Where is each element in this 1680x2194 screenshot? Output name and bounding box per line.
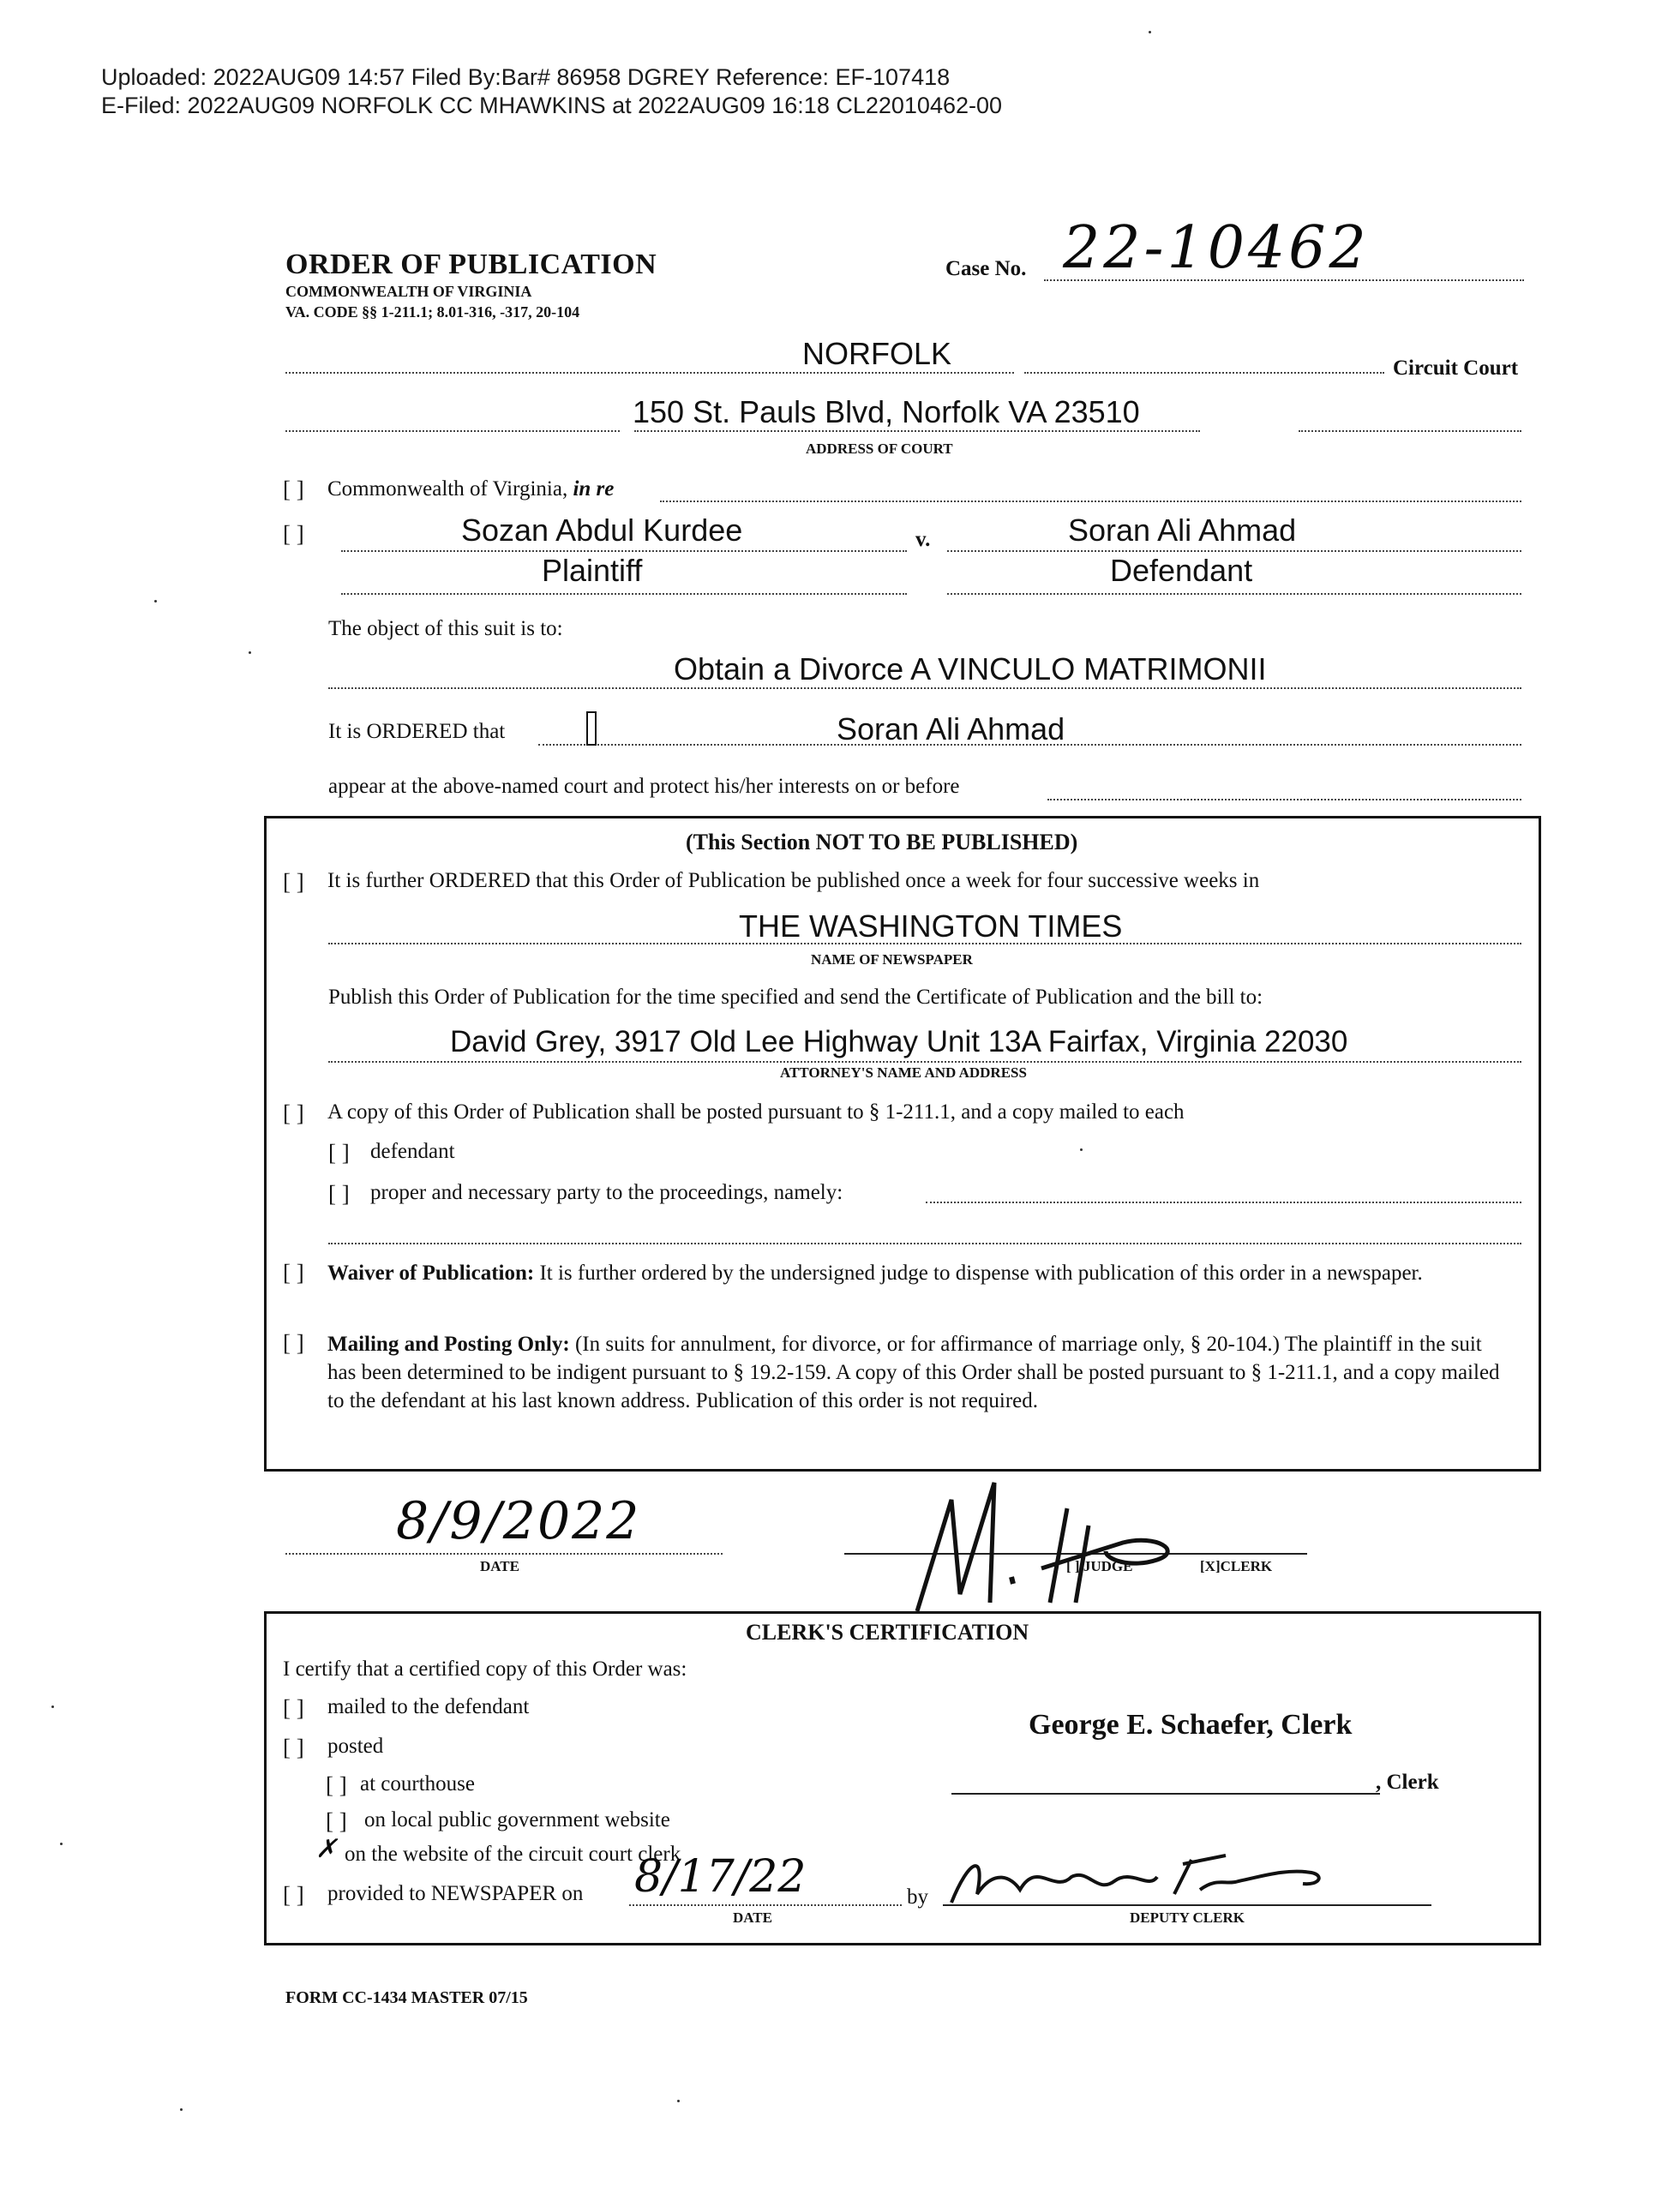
- court-line-right: [1024, 372, 1384, 374]
- commonwealth-heading: COMMONWEALTH OF VIRGINIA: [285, 283, 532, 300]
- appear-line: [1047, 799, 1521, 800]
- scan-speck: [180, 2108, 183, 2111]
- address-line-right: [1299, 430, 1521, 432]
- form-title: ORDER OF PUBLICATION: [285, 249, 657, 280]
- local-site-option: on local public government website: [364, 1808, 670, 1831]
- clerk-caption-box: [1200, 1558, 1272, 1575]
- court-address: 150 St. Pauls Blvd, Norfolk VA 23510: [633, 394, 1140, 429]
- signature-stroke-2: [1011, 1577, 1013, 1584]
- object-line: [328, 687, 1521, 689]
- address-line-left: [285, 430, 620, 432]
- in-re-text: in re: [573, 477, 615, 501]
- provided-checkbox[interactable]: [ ]: [283, 1882, 304, 1908]
- defendant-line: [947, 550, 1521, 552]
- deputy-caption: DEPUTY CLERK: [1130, 1909, 1245, 1926]
- commonwealth-checkbox[interactable]: [ ]: [283, 477, 304, 502]
- waiver-block: [327, 1260, 1510, 1287]
- deputy-signature: [943, 1843, 1337, 1911]
- party-option: proper and necessary party to the proceedings, namely:: [370, 1181, 843, 1204]
- newspaper-name: THE WASHINGTON TIMES: [739, 908, 1123, 944]
- date-caption: DATE: [480, 1558, 519, 1574]
- ordered-mark: [586, 711, 597, 746]
- attorney-info: David Grey, 3917 Old Lee Highway Unit 13A Fairfax, Virginia 22030: [450, 1025, 1348, 1058]
- case-number: 22-10462: [1063, 214, 1370, 282]
- defendant-caption: Defendant: [1110, 553, 1253, 588]
- provided-date-line: [629, 1904, 902, 1906]
- efile-stamp: [101, 63, 1002, 120]
- order-date: 8/9/2022: [396, 1491, 641, 1551]
- not-published-heading: (This Section NOT TO BE PUBLISHED): [686, 830, 1078, 854]
- object-value: Obtain a Divorce A VINCULO MATRIMONII: [674, 651, 1267, 686]
- courthouse-option: at courthouse: [360, 1772, 475, 1795]
- clerk-sign-line: [951, 1793, 1380, 1795]
- clerk-suffix: , Clerk: [1376, 1771, 1439, 1794]
- court-name: NORFOLK: [802, 336, 952, 371]
- scan-speck: [677, 2100, 680, 2102]
- circuit-court-label: Circuit Court: [1393, 357, 1519, 380]
- newspaper-caption: NAME OF NEWSPAPER: [811, 951, 973, 968]
- scan-speck: [249, 651, 251, 654]
- plaintiff-caption: Plaintiff: [542, 553, 643, 588]
- clerk-check-mark: [X]: [1200, 1558, 1221, 1574]
- mailing-block: [327, 1330, 1510, 1415]
- address-caption: ADDRESS OF COURT: [806, 441, 953, 457]
- scan-speck: [1080, 1148, 1083, 1151]
- plaintiff-caption-line: [341, 593, 907, 595]
- waiver-label: Waiver of Publication:: [327, 1262, 535, 1285]
- by-label: by: [907, 1885, 928, 1909]
- publish-checkbox[interactable]: [ ]: [283, 869, 304, 895]
- send-text: Publish this Order of Publication for the time specified and send the Certificate of Publication and the bill to:: [328, 986, 1263, 1009]
- mailing-label: Mailing and Posting Only:: [327, 1333, 570, 1356]
- mailed-checkbox[interactable]: [ ]: [283, 1695, 304, 1721]
- signature-stroke-1: [917, 1483, 994, 1611]
- certification-intro: I certify that a certified copy of this Order was:: [283, 1657, 687, 1681]
- ordered-label: It is ORDERED that: [328, 720, 506, 743]
- judge-caption: [ ] JUDGE: [1066, 1558, 1133, 1574]
- clerk-name: George E. Schaefer, Clerk: [1029, 1709, 1353, 1741]
- deputy-stroke-1: [951, 1866, 1157, 1903]
- party-line: [926, 1202, 1521, 1203]
- local-site-checkbox[interactable]: [ ]: [326, 1808, 347, 1834]
- scan-speck: [60, 1843, 63, 1845]
- clerk-caption: CLERK: [1220, 1558, 1273, 1574]
- date-line: [285, 1553, 723, 1555]
- versus: v.: [915, 528, 931, 551]
- object-label: The object of this suit is to:: [328, 617, 563, 640]
- ordered-value: Soran Ali Ahmad: [837, 711, 1065, 746]
- plaintiff-name: Sozan Abdul Kurdee: [461, 513, 743, 548]
- provided-option: provided to NEWSPAPER on: [327, 1882, 584, 1905]
- clerk-signature: [900, 1474, 1191, 1620]
- appear-text: appear at the above-named court and protect his/her interests on or before: [328, 775, 960, 798]
- commonwealth-text: Commonwealth of Virginia,: [327, 477, 568, 501]
- attorney-line: [328, 1061, 1521, 1063]
- courthouse-checkbox[interactable]: [ ]: [326, 1772, 347, 1798]
- in-re-line: [660, 501, 1521, 502]
- parties-checkbox[interactable]: [ ]: [283, 521, 304, 547]
- mailing-text: (In suits for annulment, for divorce, or for affirmance of marriage only, § 20-104.) The plaintiff in the suit has been determined to be indigent pursuant to § 19.2-159. A copy of this Order shall be posted pursuant to § 1-211.1, and a copy mailed to the defendant at his last known address. Publication of this order is not required.: [327, 1333, 1500, 1412]
- commonwealth-label: [327, 477, 614, 501]
- va-code: VA. CODE §§ 1-211.1; 8.01-316, -317, 20-104: [285, 303, 580, 321]
- waiver-checkbox[interactable]: [ ]: [283, 1260, 304, 1286]
- waiver-text: It is further ordered by the undersigned judge to dispense with publication of this order in a newspaper.: [539, 1262, 1423, 1285]
- form-number: FORM CC-1434 MASTER 07/15: [285, 1988, 528, 2007]
- posted-text: A copy of this Order of Publication shall be posted pursuant to § 1-211.1, and a copy mailed to each: [327, 1100, 1185, 1124]
- posted-checkbox[interactable]: [ ]: [283, 1100, 304, 1126]
- circuit-site-option: on the website of the circuit court clerk: [345, 1843, 681, 1866]
- upload-line: Uploaded: 2022AUG09 14:57 Filed By:Bar# 86958 DGREY Reference: EF-107418: [101, 64, 951, 90]
- circuit-site-checkmark: ✗: [315, 1834, 338, 1864]
- efiled-line: E-Filed: 2022AUG09 NORFOLK CC MHAWKINS at 2022AUG09 16:18 CL22010462-00: [101, 93, 1003, 118]
- court-line-left: [285, 372, 1014, 374]
- provided-date: 8/17/22: [634, 1851, 807, 1903]
- publish-text: It is further ORDERED that this Order of Publication be published once a week for four successive weeks in: [327, 869, 1260, 892]
- defendant-checkbox[interactable]: [ ]: [328, 1140, 350, 1166]
- deputy-stroke-2: [1174, 1855, 1319, 1894]
- plaintiff-line: [341, 550, 907, 552]
- posted-cert-checkbox[interactable]: [ ]: [283, 1735, 304, 1760]
- posted-option: posted: [327, 1735, 384, 1758]
- party-line-2: [328, 1243, 1521, 1244]
- defendant-option: defendant: [370, 1140, 455, 1163]
- defendant-caption-line: [947, 593, 1521, 595]
- scan-speck: [51, 1705, 54, 1708]
- scan-speck: [1149, 31, 1151, 33]
- attorney-caption: ATTORNEY'S NAME AND ADDRESS: [780, 1064, 1027, 1081]
- defendant-name: Soran Ali Ahmad: [1068, 513, 1297, 548]
- party-checkbox[interactable]: [ ]: [328, 1181, 350, 1207]
- certification-heading: CLERK'S CERTIFICATION: [746, 1620, 1029, 1645]
- provided-date-caption: DATE: [733, 1909, 772, 1926]
- signature-stroke-3: [1041, 1508, 1167, 1603]
- case-label: Case No.: [945, 257, 1027, 280]
- mailing-checkbox[interactable]: [ ]: [283, 1330, 304, 1356]
- scan-speck: [154, 600, 157, 602]
- mailed-option: mailed to the defendant: [327, 1695, 530, 1718]
- address-line-mid: [634, 430, 1200, 432]
